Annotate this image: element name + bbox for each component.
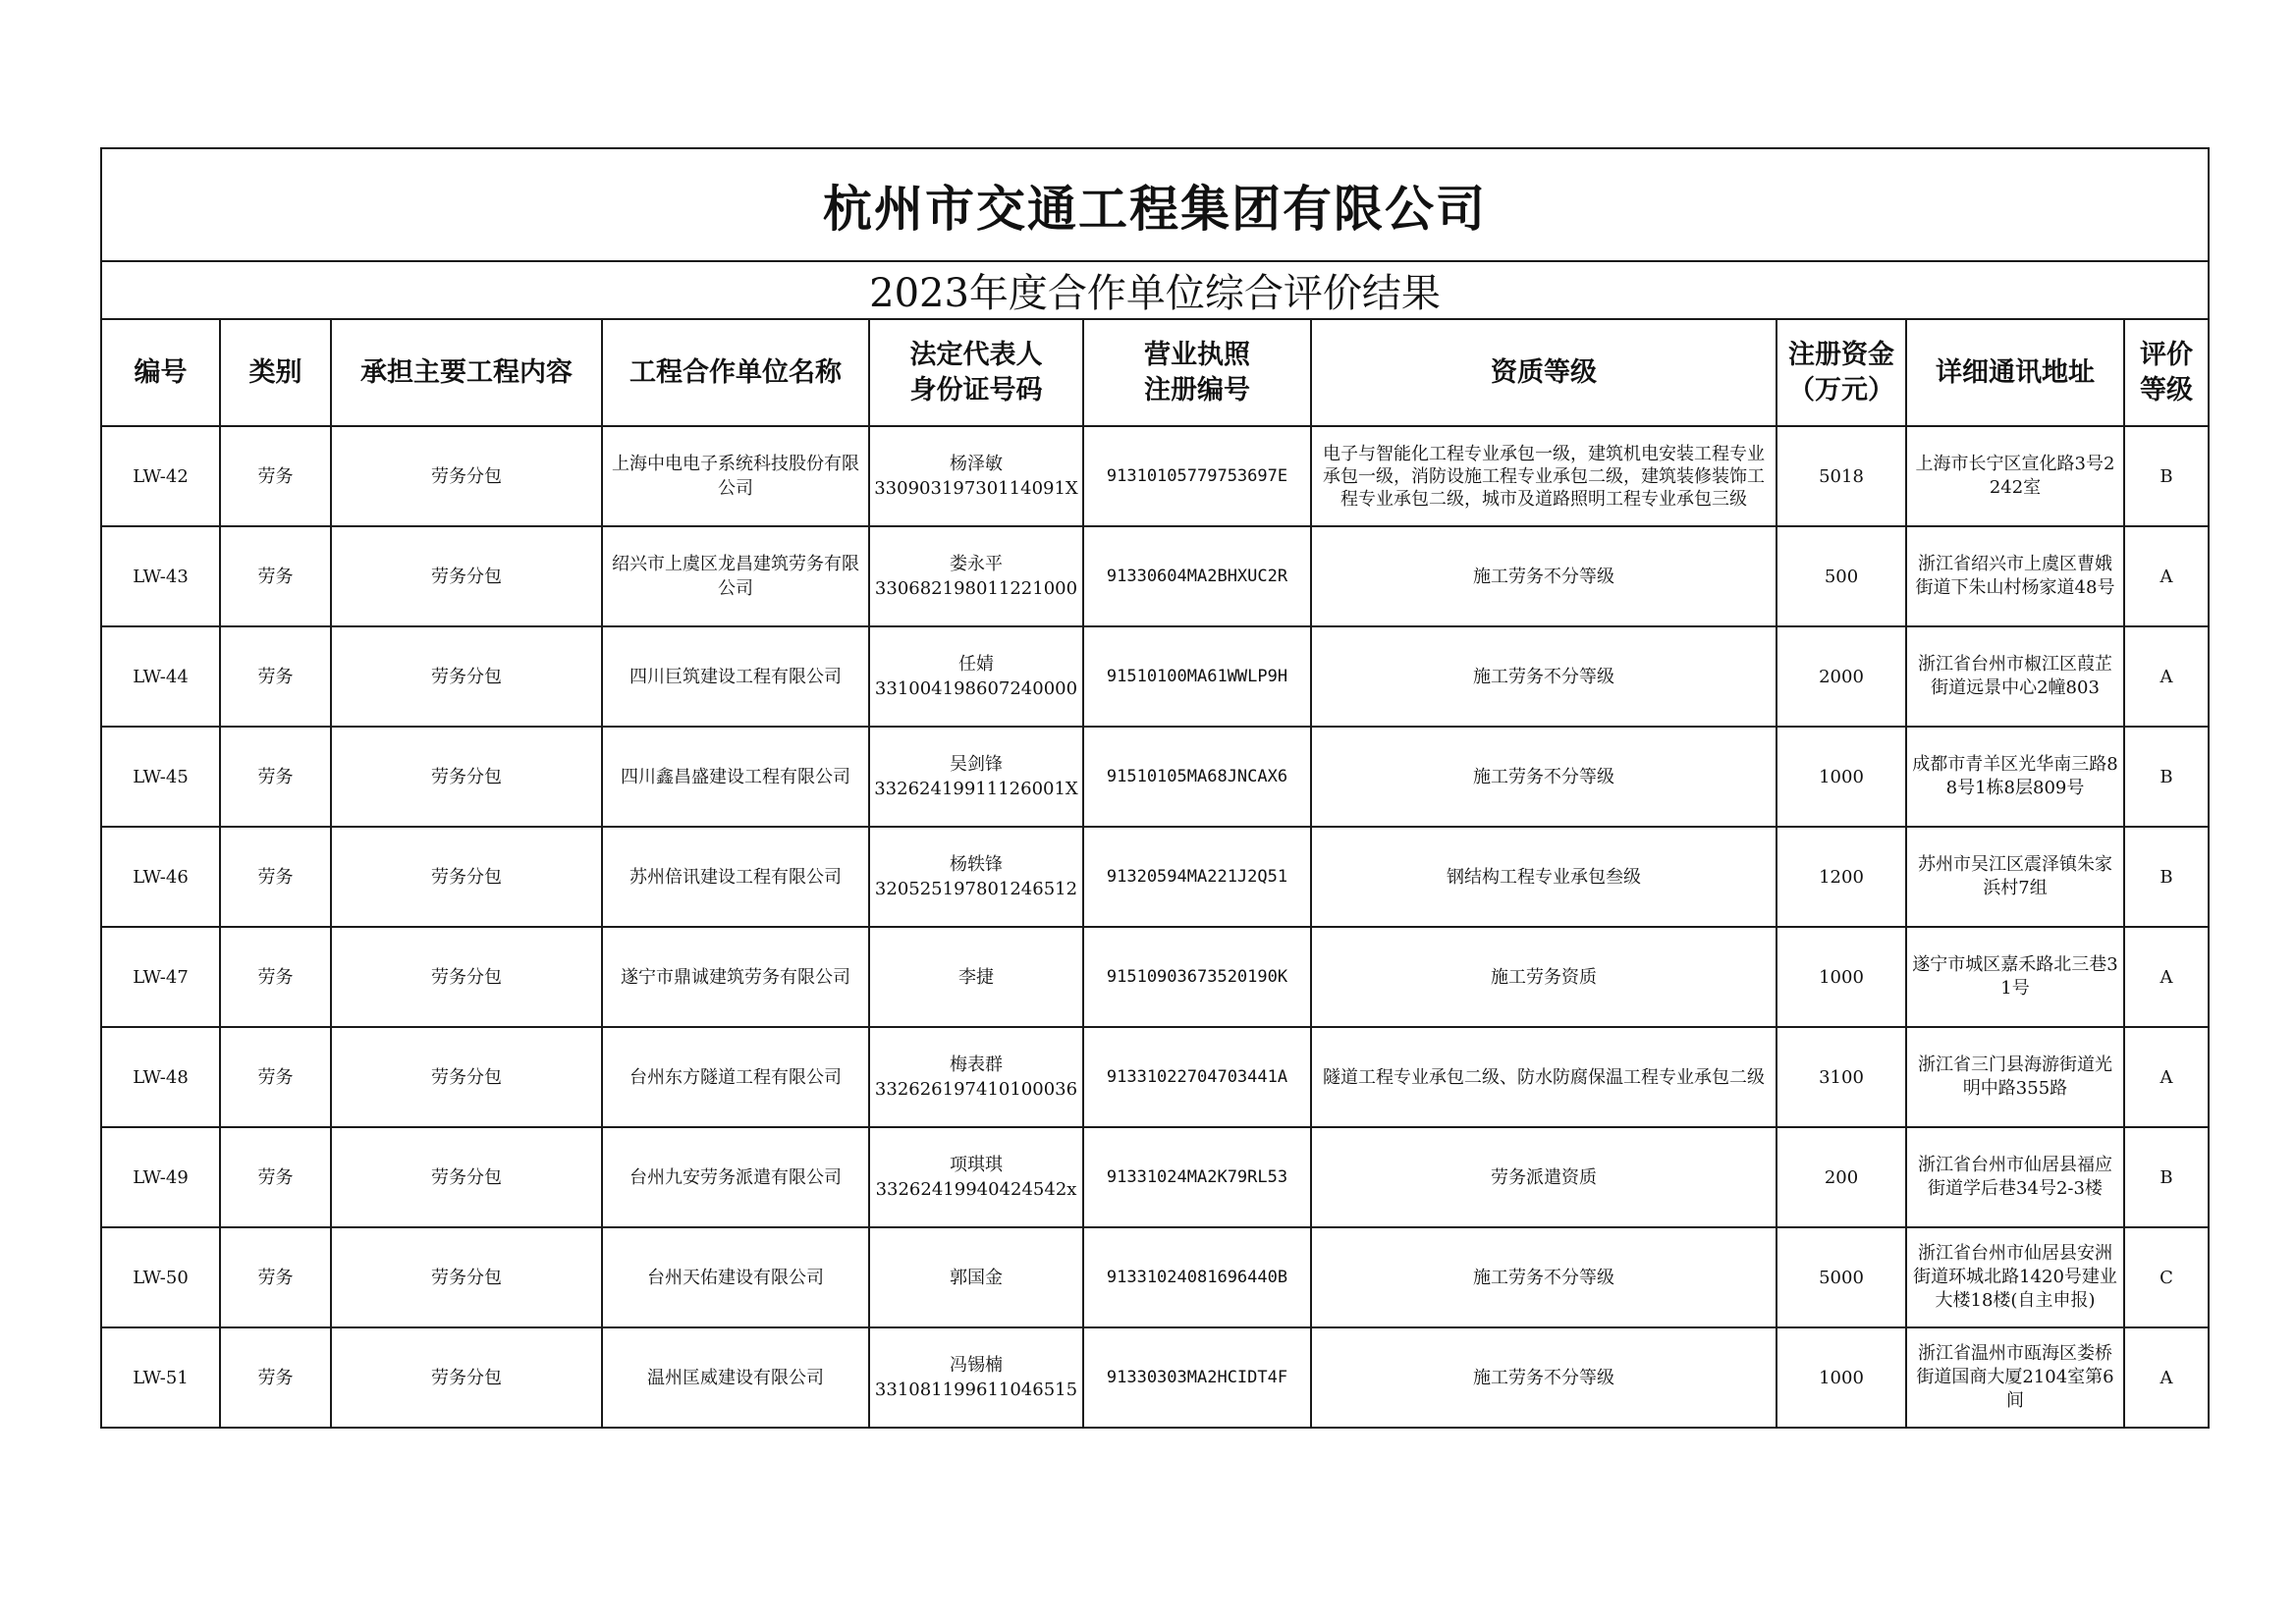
cell-qualification: 施工劳务不分等级 [1311,626,1777,727]
cell-capital: 5000 [1777,1227,1906,1327]
cell-address: 遂宁市城区嘉禾路北三巷31号 [1906,927,2124,1027]
cell-grade: B [2124,426,2209,526]
header-label: 类别 [248,356,302,388]
header-address [1906,319,2124,426]
representative-name: 郭国金 [950,1267,1003,1288]
cell-representative [869,1227,1083,1327]
header-qualification [1311,319,1777,426]
cell-representative [869,626,1083,727]
cell-capital: 200 [1777,1127,1906,1227]
cell-address: 浙江省台州市椒江区葭芷街道远景中心2幢803 [1906,626,2124,727]
representative-id-number: 33262419940424542x [875,1179,1077,1200]
header-label: 详细通讯地址 [1936,356,2095,388]
cell-category: 劳务 [220,626,331,727]
cell-grade: A [2124,1027,2209,1127]
cell-grade: B [2124,827,2209,927]
header-label: 注册编号 [1144,374,1250,406]
header-content [331,319,602,426]
table-row [101,1127,2209,1227]
header-label: 身份证号码 [909,374,1043,406]
cell-license: 91510105MA68JNCAX6 [1083,727,1311,827]
evaluation-table [100,147,2210,1429]
table-row [101,927,2209,1027]
cell-company: 台州九安劳务派遣有限公司 [602,1127,869,1227]
header-label: 法定代表人 [909,339,1043,370]
representative-id-number: 332626197410100036 [874,1079,1078,1100]
cell-id: LW-48 [101,1027,220,1127]
cell-license: 91310105779753697E [1083,426,1311,526]
header-label: 资质等级 [1491,356,1597,388]
cell-capital: 500 [1777,526,1906,626]
cell-content: 劳务分包 [331,727,602,827]
cell-address: 浙江省绍兴市上虞区曹娥街道下朱山村杨家道48号 [1906,526,2124,626]
cell-grade: B [2124,727,2209,827]
cell-address: 浙江省台州市仙居县安洲街道环城北路1420号建业大楼18楼(自主申报) [1906,1227,2124,1327]
cell-qualification: 电子与智能化工程专业承包一级，建筑机电安装工程专业承包一级，消防设施工程专业承包二级，建筑装修装饰工程专业承包二级，城市及道路照明工程专业承包三级 [1311,426,1777,526]
table-row [101,1227,2209,1327]
header-grade [2124,319,2209,426]
header-representative [869,319,1083,426]
cell-license: 91330604MA2BHXUC2R [1083,526,1311,626]
table-row [101,827,2209,927]
cell-category: 劳务 [220,1027,331,1127]
cell-category: 劳务 [220,526,331,626]
cell-company: 绍兴市上虞区龙昌建筑劳务有限公司 [602,526,869,626]
table-row [101,426,2209,526]
representative-id-number: 320525197801246512 [874,879,1078,899]
document-subtitle: 2023年度合作单位综合评价结果 [101,261,2209,319]
cell-address: 上海市长宁区宣化路3号2242室 [1906,426,2124,526]
cell-category: 劳务 [220,827,331,927]
cell-capital: 2000 [1777,626,1906,727]
cell-address: 浙江省温州市瓯海区娄桥街道国商大厦2104室第6间 [1906,1327,2124,1428]
cell-qualification: 施工劳务资质 [1311,927,1777,1027]
header-company [602,319,869,426]
cell-capital: 1000 [1777,927,1906,1027]
header-label: 营业执照 [1144,339,1250,370]
representative-name: 吴剑锋 [950,754,1003,775]
cell-company: 遂宁市鼎诚建筑劳务有限公司 [602,927,869,1027]
cell-category: 劳务 [220,1327,331,1428]
cell-content: 劳务分包 [331,1227,602,1327]
title-row [101,148,2209,261]
cell-content: 劳务分包 [331,827,602,927]
table-row [101,526,2209,626]
cell-address: 苏州市吴江区震泽镇朱家浜村7组 [1906,827,2124,927]
cell-company: 台州东方隧道工程有限公司 [602,1027,869,1127]
cell-license: 91510100MA61WWLP9H [1083,626,1311,727]
representative-name: 杨泽敏 [950,454,1003,474]
cell-content: 劳务分包 [331,1027,602,1127]
cell-qualification: 施工劳务不分等级 [1311,727,1777,827]
header-label: 工程合作单位名称 [629,356,842,388]
representative-id-number: 331004198607240000 [874,678,1078,699]
header-label: （万元） [1788,374,1894,406]
representative-name: 李捷 [958,966,994,988]
cell-representative [869,426,1083,526]
representative-name: 项琪琪 [950,1155,1003,1175]
cell-qualification: 施工劳务不分等级 [1311,1227,1777,1327]
cell-content: 劳务分包 [331,927,602,1027]
cell-qualification: 劳务派遣资质 [1311,1127,1777,1227]
header-label: 等级 [2140,374,2194,406]
cell-category: 劳务 [220,1227,331,1327]
header-label: 编号 [134,356,188,388]
representative-name: 杨轶锋 [950,854,1003,875]
cell-id: LW-44 [101,626,220,727]
cell-company: 四川鑫昌盛建设工程有限公司 [602,727,869,827]
cell-grade: A [2124,1327,2209,1428]
representative-id-number: 33262419911126001X [874,779,1078,799]
cell-company: 四川巨筑建设工程有限公司 [602,626,869,727]
representative-name: 梅表群 [950,1055,1003,1075]
cell-grade: A [2124,927,2209,1027]
cell-license: 91330303MA2HCIDT4F [1083,1327,1311,1428]
cell-content: 劳务分包 [331,1327,602,1428]
cell-company: 温州匡威建设有限公司 [602,1327,869,1428]
cell-capital: 3100 [1777,1027,1906,1127]
cell-capital: 1000 [1777,1327,1906,1428]
table-row [101,626,2209,727]
header-label: 注册资金 [1788,339,1894,370]
representative-id-number: 331081199611046515 [874,1380,1078,1400]
cell-id: LW-42 [101,426,220,526]
cell-license: 91331024081696440B [1083,1227,1311,1327]
cell-representative [869,927,1083,1027]
cell-license: 91331022704703441A [1083,1027,1311,1127]
representative-name: 任婧 [958,654,994,675]
cell-company: 台州天佑建设有限公司 [602,1227,869,1327]
cell-content: 劳务分包 [331,1127,602,1227]
document-title: 杭州市交通工程集团有限公司 [101,148,2209,261]
header-row [101,319,2209,426]
header-license [1083,319,1311,426]
cell-company: 上海中电电子系统科技股份有限公司 [602,426,869,526]
representative-id-number: 330682198011221000 [874,578,1078,599]
cell-representative [869,526,1083,626]
table-row [101,1027,2209,1127]
cell-address: 浙江省台州市仙居县福应街道学后巷34号2-3楼 [1906,1127,2124,1227]
cell-qualification: 施工劳务不分等级 [1311,1327,1777,1428]
cell-representative [869,827,1083,927]
cell-license: 91320594MA221J2Q51 [1083,827,1311,927]
header-capital [1777,319,1906,426]
cell-category: 劳务 [220,1127,331,1227]
cell-license: 91510903673520190K [1083,927,1311,1027]
cell-id: LW-50 [101,1227,220,1327]
cell-company: 苏州倍讯建设工程有限公司 [602,827,869,927]
cell-content: 劳务分包 [331,526,602,626]
cell-grade: A [2124,526,2209,626]
cell-grade: A [2124,626,2209,727]
cell-address: 浙江省三门县海游街道光明中路355路 [1906,1027,2124,1127]
header-category [220,319,331,426]
header-label: 评价 [2140,339,2194,370]
cell-id: LW-45 [101,727,220,827]
cell-representative [869,1327,1083,1428]
subtitle-row [101,261,2209,319]
cell-representative [869,727,1083,827]
cell-id: LW-46 [101,827,220,927]
cell-address: 成都市青羊区光华南三路88号1栋8层809号 [1906,727,2124,827]
cell-qualification: 隧道工程专业承包二级、防水防腐保温工程专业承包二级 [1311,1027,1777,1127]
cell-representative [869,1127,1083,1227]
cell-content: 劳务分包 [331,626,602,727]
header-id [101,319,220,426]
cell-representative [869,1027,1083,1127]
cell-capital: 1000 [1777,727,1906,827]
representative-name: 冯锡楠 [950,1355,1003,1376]
cell-id: LW-43 [101,526,220,626]
cell-capital: 5018 [1777,426,1906,526]
table-row [101,1327,2209,1428]
cell-capital: 1200 [1777,827,1906,927]
cell-qualification: 施工劳务不分等级 [1311,526,1777,626]
cell-license: 91331024MA2K79RL53 [1083,1127,1311,1227]
cell-qualification: 钢结构工程专业承包叁级 [1311,827,1777,927]
cell-id: LW-51 [101,1327,220,1428]
cell-id: LW-47 [101,927,220,1027]
representative-name: 娄永平 [950,554,1003,574]
cell-category: 劳务 [220,727,331,827]
cell-category: 劳务 [220,426,331,526]
cell-id: LW-49 [101,1127,220,1227]
cell-grade: C [2124,1227,2209,1327]
cell-content: 劳务分包 [331,426,602,526]
header-label: 承担主要工程内容 [360,356,573,388]
cell-grade: B [2124,1127,2209,1227]
representative-id-number: 33090319730114091X [874,478,1078,499]
table-row [101,727,2209,827]
cell-category: 劳务 [220,927,331,1027]
